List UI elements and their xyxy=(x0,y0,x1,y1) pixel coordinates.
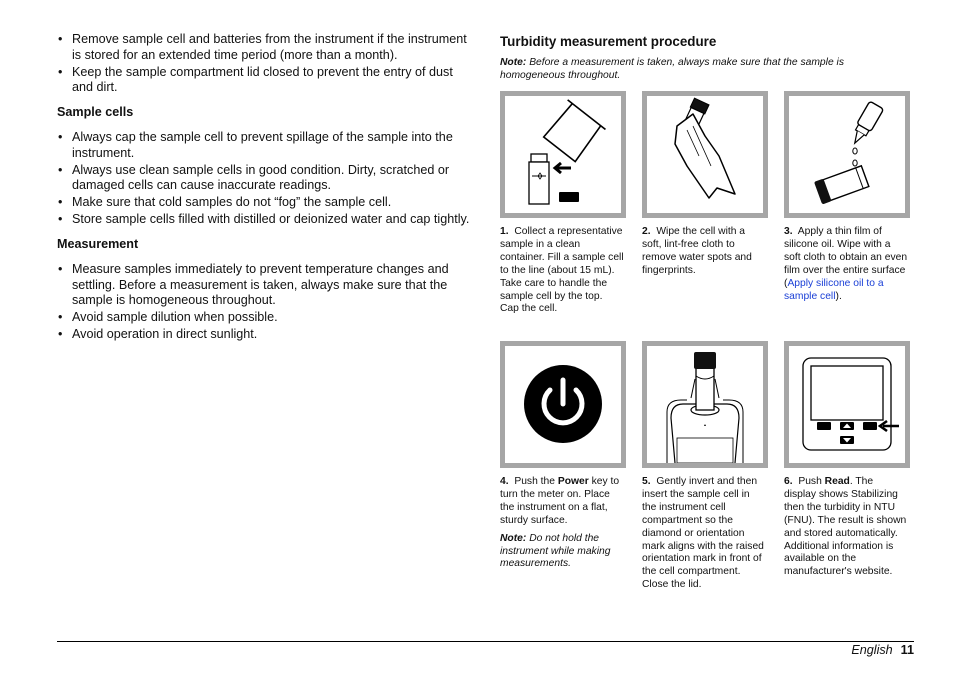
sample-cells-list xyxy=(57,130,472,228)
step-4-illustration xyxy=(500,341,626,468)
footer-language: English xyxy=(851,643,893,657)
step-4-note xyxy=(500,533,624,572)
procedure-heading: Turbidity measurement procedure xyxy=(500,34,717,49)
step-description: Push xyxy=(798,476,825,487)
step-description: Wipe the cell with a soft, lint-free cloth to remove water spots and fingerprints. xyxy=(642,226,752,276)
power-key-label: Power xyxy=(557,476,589,487)
note-text: Do not hold the instrument while making measurements. xyxy=(500,532,611,570)
step-5-text xyxy=(642,476,766,592)
list-item: • Keep the sample compartment lid closed to prevent the entry of dust and dirt. xyxy=(57,65,472,96)
list-item: • Always use clean sample cells in good condition. Dirty, scratched or damaged cells can cause inaccurate readings. xyxy=(57,163,472,194)
step-1-illustration xyxy=(500,91,626,218)
intro-note xyxy=(500,56,912,82)
step-description-end: . The display shows Stabilizing then the turbidity in NTU (FNU). The result is shown and stored automatically. Additional information is available on the manufacturer's website. xyxy=(784,476,907,578)
read-key-icon xyxy=(789,346,905,463)
list-item: • Measure samples immediately to prevent temperature changes and settling. Before a measurement is taken, always make sure that the sample is homogeneous throughout. xyxy=(57,262,472,309)
note-label: Note: xyxy=(500,57,527,68)
step-4-text xyxy=(500,476,624,571)
read-key-label: Read xyxy=(824,476,850,487)
silicone-oil-link[interactable]: Apply silicone oil to a sample cell xyxy=(784,277,884,302)
list-item: • Make sure that cold samples do not “fog” the sample cell. xyxy=(57,195,472,211)
footer-divider xyxy=(57,641,914,642)
note-label: Note: xyxy=(500,532,527,544)
step-number: 3. xyxy=(784,226,793,237)
measurement-list xyxy=(57,262,472,343)
sample-cells-heading: Sample cells xyxy=(57,104,134,119)
fill-sample-cell-icon xyxy=(505,96,621,213)
measurement-heading: Measurement xyxy=(57,236,139,251)
list-item: • Store sample cells filled with distilled or deionized water and cap tightly. xyxy=(57,212,472,228)
step-number: 5. xyxy=(642,476,651,487)
page-number: 11 xyxy=(900,643,914,657)
step-description: Collect a representative sample in a clean container. Fill a sample cell to the line (about 15 mL). Take care to handle the sample cell by the top. Cap the cell. xyxy=(500,226,624,315)
step-number: 1. xyxy=(500,226,509,237)
step-6-text xyxy=(784,476,908,579)
note-text: Before a measurement is taken, always make sure that the sample is homogeneous throughout. xyxy=(500,57,844,81)
step-1-text xyxy=(500,226,624,316)
step-2-text xyxy=(642,226,766,278)
list-item: • Remove sample cell and batteries from the instrument if the instrument is stored for an extended time period (more than a month). xyxy=(57,32,472,63)
list-item: • Avoid operation in direct sunlight. xyxy=(57,327,472,343)
step-description: Apply a thin film of silicone oil. Wipe with a soft cloth to obtain an even film over the entire surface ( xyxy=(784,226,908,289)
step-number: 4. xyxy=(500,476,509,487)
page-footer xyxy=(851,643,914,657)
step-number: 2. xyxy=(642,226,651,237)
power-icon xyxy=(505,346,621,463)
step-3-text xyxy=(784,226,908,303)
step-description: Gently invert and then insert the sample cell in the instrument cell compartment so the diamond or orientation mark aligns with the raised orientation mark in front of the cell compartment. Close the lid. xyxy=(642,476,764,591)
step-description-end: ). xyxy=(835,290,842,302)
step-description: Push the xyxy=(514,476,558,487)
step-5-illustration xyxy=(642,341,768,468)
apply-oil-icon xyxy=(789,96,905,213)
left-column xyxy=(57,32,472,344)
wipe-cell-icon xyxy=(647,96,763,213)
insert-cell-icon xyxy=(647,346,763,463)
list-item: • Always cap the sample cell to prevent spillage of the sample into the instrument. xyxy=(57,130,472,161)
step-number: 6. xyxy=(784,476,793,487)
step-2-illustration xyxy=(642,91,768,218)
list-item: • Avoid sample dilution when possible. xyxy=(57,310,472,326)
step-description-end: key to turn the meter on. Place the instrument on a flat, sturdy surface. xyxy=(500,476,620,526)
right-column xyxy=(500,34,912,82)
step-3-illustration xyxy=(784,91,910,218)
step-6-illustration xyxy=(784,341,910,468)
storage-list xyxy=(57,32,472,96)
